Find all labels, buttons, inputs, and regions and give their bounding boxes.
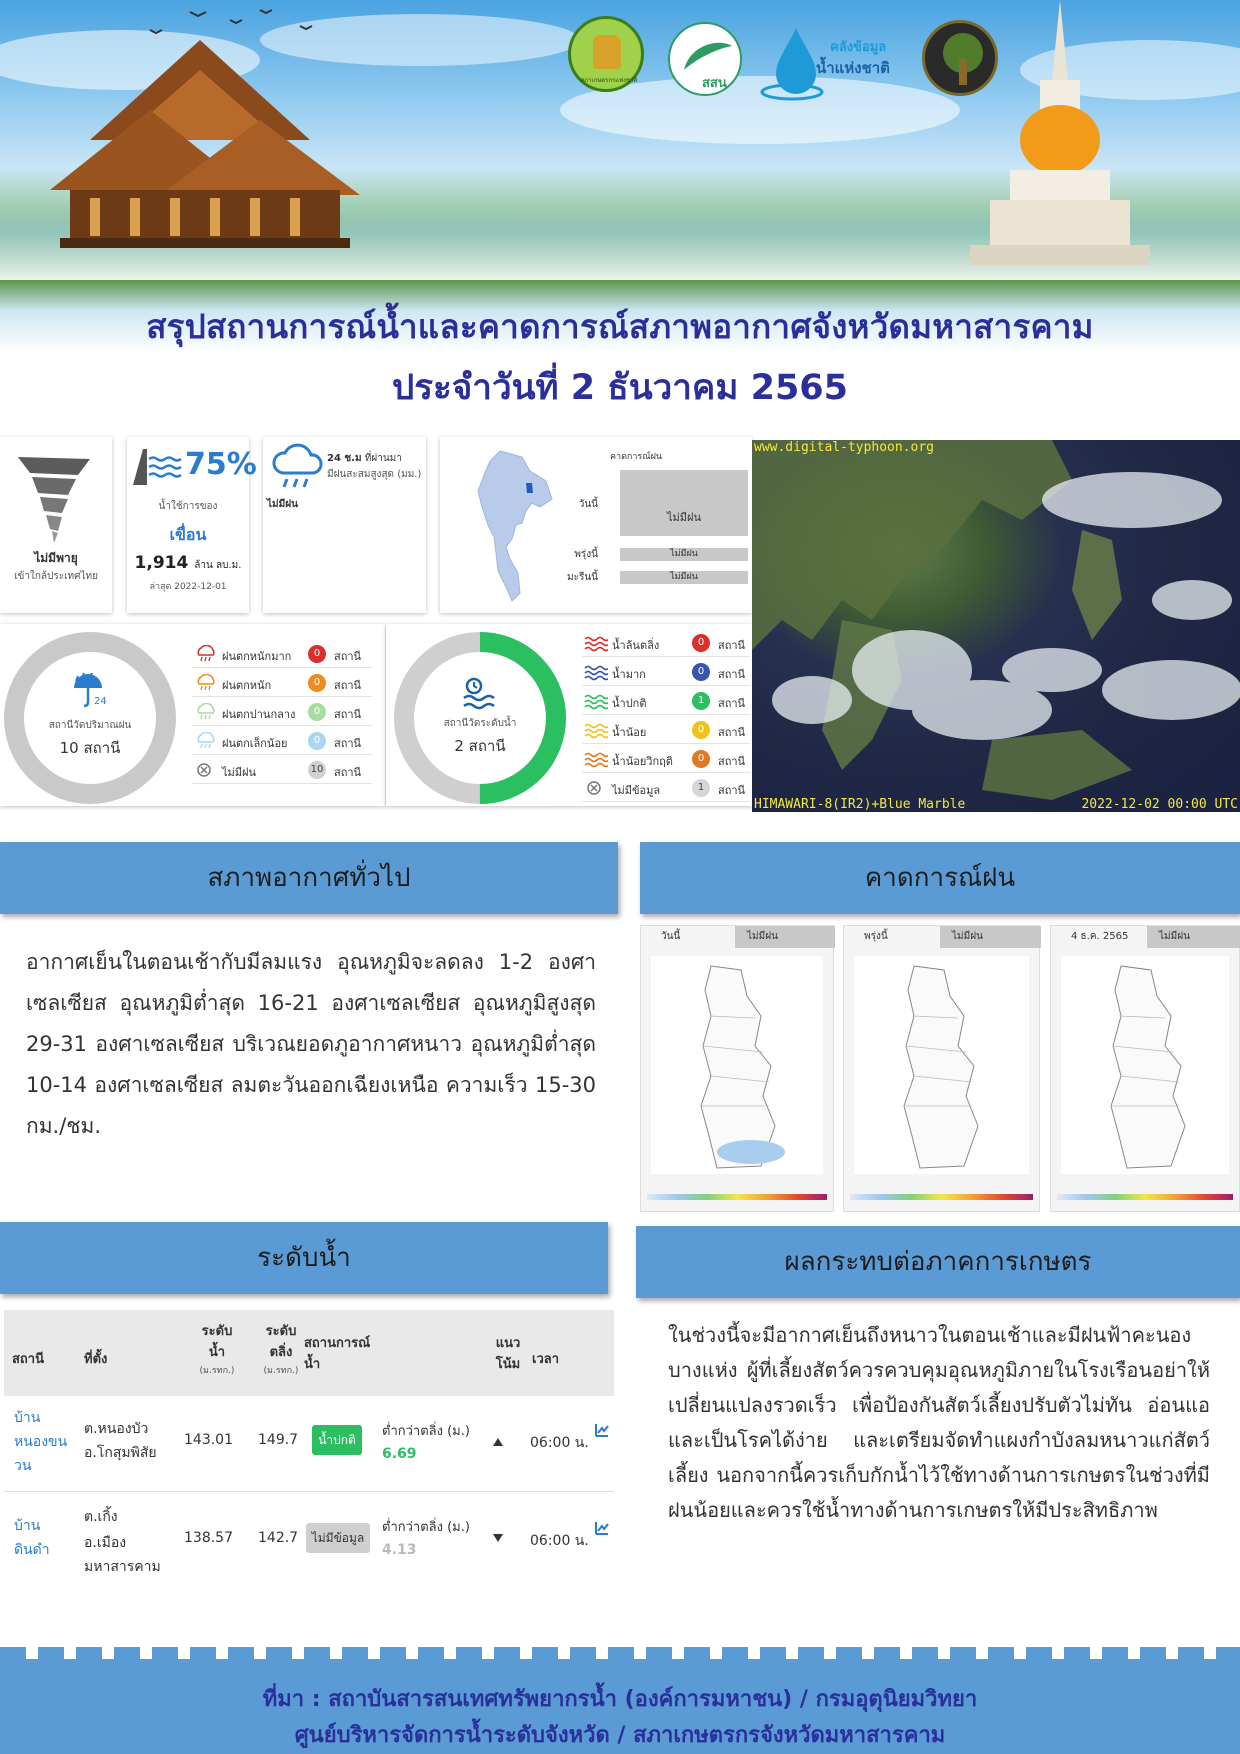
rain-legend: [192, 640, 372, 790]
diff-value: 4.13: [382, 1542, 417, 1558]
th-station: สถานี: [12, 1352, 44, 1367]
province-map-outline: [651, 956, 825, 1174]
water-legend-label: น้ำล้นตลิ่ง: [612, 639, 660, 652]
umbrella-24-icon: [70, 670, 110, 710]
th-bank-unit: (ม.รทก.): [263, 1366, 299, 1376]
water-legend-row: [582, 716, 750, 744]
rain-legend-row: [192, 727, 372, 755]
water-legend-label: น้ำมาก: [612, 668, 646, 681]
water-legend-label: ไม่มีข้อมูล: [612, 784, 661, 797]
page-date: ประจำวันที่ 2 ธันวาคม 2565: [391, 368, 849, 408]
nwdc-line2: น้ำแห่งชาติ: [816, 59, 890, 77]
forecast-day-tomorrow: พรุ่งนี้: [574, 549, 598, 560]
dept-seal-text: สภาเกษตรกรแห่งชาติ: [580, 77, 638, 84]
rain24-title: [327, 451, 402, 466]
wave-icon: [584, 663, 608, 681]
th-level-label: ระดับ น้ำ: [201, 1324, 233, 1360]
water-level-section-header: ระดับน้ำ: [0, 1222, 608, 1294]
rain-legend-count: 0: [308, 645, 326, 663]
level-value: 138.57: [184, 1530, 233, 1546]
rain24-status: ไม่มีฝน: [267, 499, 298, 510]
rf-day3-day: 4 ธ.ค. 2565: [1071, 931, 1129, 942]
rain-legend-label: ไม่มีฝน: [222, 766, 256, 779]
diff-label: ต่ำกว่าตลิ่ง (ม.): [382, 1424, 470, 1439]
rain-legend-count: 0: [308, 703, 326, 721]
water-legend-count: 0: [692, 721, 710, 739]
satellite-land-clouds: [752, 440, 1240, 812]
th-bank: [258, 1320, 304, 1377]
rain-legend-label: ฝนตกหนัก: [222, 679, 272, 692]
level-value: 143.01: [184, 1432, 233, 1448]
satellite-url: www.digital-typhoon.org: [754, 440, 935, 455]
rain24-line2: มีฝนสะสมสูงสุด (มม.): [327, 469, 422, 480]
no-rain-icon: [194, 761, 218, 779]
water-legend-count: 0: [692, 663, 710, 681]
status-badge: น้ำปกติ: [312, 1425, 362, 1455]
rain-legend-label: ฝนตกเล็กน้อย: [222, 737, 288, 750]
th-status: สถานการณ์ น้ำ: [304, 1336, 371, 1372]
agriculture-section-header: ผลกระทบต่อภาคการเกษตร: [636, 1226, 1240, 1298]
diff-value: 6.69: [382, 1446, 417, 1462]
water-legend-row: [582, 687, 750, 715]
weather-section-header: สภาพอากาศทั่วไป: [0, 842, 618, 914]
rain-legend-count: 0: [308, 674, 326, 692]
rf-today-value: ไม่มีฝน: [735, 926, 835, 948]
time-value: 06:00 น.: [530, 1435, 589, 1451]
water-legend-row: [582, 629, 750, 657]
tree-icon: [925, 23, 1001, 99]
rain-legend-unit: สถานี: [334, 737, 362, 750]
water-legend-row: [582, 658, 750, 686]
forecast-today-value: ไม่มีฝน: [667, 511, 701, 524]
storm-status: ไม่มีพายุ: [34, 551, 78, 565]
th-bank-label: ระดับ ตลิ่ง: [265, 1324, 297, 1360]
water-legend-row: [582, 745, 750, 773]
rf-today-scale: [647, 1194, 827, 1200]
province-map-outline: [1061, 956, 1231, 1174]
rain-forecast-panel-day3: [1050, 925, 1240, 1212]
footer-source-line1: ที่มา : สถาบันสารสนเทศทรัพยากรน้ำ (องค์การมหาชน) / กรมอุตุนิยมวิทยา: [262, 1687, 978, 1712]
dam-usage-label: น้ำใช้การของ: [158, 501, 218, 512]
water-level-icon: [462, 676, 502, 710]
thailand-map: [460, 447, 560, 607]
table-row: [4, 1396, 614, 1492]
water-station-count: 2 สถานี: [454, 737, 506, 755]
chart-link-icon[interactable]: [594, 1520, 610, 1536]
water-legend-unit: สถานี: [718, 668, 746, 681]
hii-text: สสน: [702, 76, 727, 91]
forecast-today-box: [620, 470, 748, 536]
rf-tomorrow-day: พรุ่งนี้: [864, 931, 888, 942]
rain-icon: [194, 674, 218, 692]
dept-seal-logo: [568, 16, 644, 92]
dam-card: [127, 437, 257, 613]
wave-icon: [584, 779, 608, 797]
water-legend-label: น้ำปกติ: [612, 697, 647, 710]
time-value: 06:00 น.: [530, 1533, 589, 1549]
rain-station-card: [0, 624, 385, 806]
water-legend: [582, 629, 750, 804]
diff-label: ต่ำกว่าตลิ่ง (ม.): [382, 1520, 470, 1535]
rain-legend-unit: สถานี: [334, 650, 362, 663]
heavy-rain-icon: [194, 645, 218, 663]
water-legend-unit: สถานี: [718, 697, 746, 710]
water-legend-unit: สถานี: [718, 755, 746, 768]
dam-icon: [133, 449, 183, 485]
rain-legend-count: 0: [308, 732, 326, 750]
forecast-card: [440, 437, 752, 613]
water-station-card: [386, 624, 752, 806]
storm-card: [0, 437, 112, 613]
rain-legend-row: [192, 669, 372, 697]
th-time: เวลา: [532, 1352, 560, 1367]
water-legend-row: [582, 774, 750, 802]
rf-today-map: [651, 956, 823, 1174]
rain-forecast-panel-tomorrow: [843, 925, 1040, 1212]
water-level-table: [4, 1310, 614, 1590]
water-legend-count: 0: [692, 750, 710, 768]
rain-legend-unit: สถานี: [334, 708, 362, 721]
rf-day3-value: ไม่มีฝน: [1147, 926, 1240, 948]
rain-legend-unit: สถานี: [334, 766, 362, 779]
rf-day3-scale: [1057, 1194, 1233, 1200]
agriculture-text: ในช่วงนี้จะมีอากาศเย็นถึงหนาวในตอนเช้าและมีฝนฟ้าคะนองบางแห่ง ผู้ที่เลี้ยงสัตว์ควรควบคุมอุณหภูมิภายในโรงเรือนอย่าให้เปลี่ยนแปลงรวดเร็ว เพื่อป้องกันสัตว์เลี้ยงปรับตัวไม่ทัน อ่อนแอ และเป็นโรคได้ง่าย และเตรียมจัดทำแผงกำบังลมหนาวแก่สัตว์เลี้ยง นอกจากนี้ควรเก็บกักน้ำไว้ใช้ทางด้านการเกษตรในช่วงที่มีฝนน้อยและควรใช้น้ำทางด้านการเกษตรให้มีประสิทธิภาพ: [668, 1323, 1210, 1522]
bank-value: 142.7: [258, 1530, 299, 1546]
rain-forecast-panel-today: [640, 925, 834, 1212]
location-line-3: มหาสารคาม: [84, 1559, 161, 1575]
rain-forecast-section-header: คาดการณ์ฝน: [640, 842, 1240, 914]
weather-text: อากาศเย็นในตอนเช้ากับมีลมแรง อุณหภูมิจะลดลง 1-2 องศาเซลเซียส อุณหภูมิต่ำสุด 16-21 องศาเซลเซียส อุณหภูมิสูงสุด 29-31 องศาเซลเซียส บริเวณยอดภูอากาศหนาว อุณหภูมิต่ำสุด 10-14 องศาเซลเซียส ลมตะวันออกเฉียงเหนือ ความเร็ว 15-30 กม./ชม.: [26, 950, 596, 1138]
satellite-image: [752, 440, 1240, 812]
up-arrow-icon: [492, 1436, 504, 1448]
rf-tomorrow-map: [854, 956, 1029, 1174]
rain-legend-unit: สถานี: [334, 679, 362, 692]
water-legend-unit: สถานี: [718, 726, 746, 739]
location-line-1: ต.หนองบัว: [84, 1421, 149, 1437]
th-level-unit: (ม.รทก.): [199, 1366, 235, 1376]
rf-today-day: วันนี้: [661, 931, 681, 942]
hii-logo: [668, 22, 742, 96]
dam-updated: ล่าสุด 2022-12-01: [149, 582, 227, 592]
wave-icon: [584, 634, 608, 652]
th-level: [194, 1320, 240, 1377]
th-location: ที่ตั้ง: [84, 1352, 108, 1367]
thai-temple-illustration: [30, 20, 370, 270]
rain-legend-label: ฝนตกหนักมาก: [222, 650, 292, 663]
farmers-council-logo: [922, 20, 998, 96]
forecast-tomorrow-box: ไม่มีฝน: [620, 548, 748, 561]
rf-day3-map: [1061, 956, 1229, 1174]
province-map-outline: [854, 956, 1031, 1174]
water-legend-label: น้ำน้อย: [612, 726, 647, 739]
water-legend-count: 1: [692, 779, 710, 797]
rain-legend-row: [192, 640, 372, 668]
footer: [0, 1647, 1240, 1754]
wave-icon: [584, 750, 608, 768]
storm-sub: เข้าใกล้ประเทศไทย: [14, 571, 98, 582]
rf-tomorrow-scale: [850, 1194, 1033, 1200]
table-row: [4, 1494, 614, 1590]
chart-link-icon[interactable]: [594, 1422, 610, 1438]
water-legend-count: 0: [692, 634, 710, 652]
dam-volume-unit: ล้าน ลบ.ม.: [194, 560, 242, 571]
moderate-rain-icon: [194, 703, 218, 721]
station-link-2[interactable]: บ้านดินดำ: [14, 1518, 50, 1558]
station-link-1[interactable]: บ้านหนองขนวน: [14, 1410, 68, 1474]
bank-value: 149.7: [258, 1432, 299, 1448]
location-line-1: ต.เกิ้ง: [84, 1509, 118, 1525]
wave-icon: [584, 721, 608, 739]
rain-station-count: 10 สถานี: [59, 739, 121, 757]
dam-volume: [127, 553, 249, 573]
location-line-2: อ.เมือง: [84, 1535, 127, 1551]
svg-text:24: 24: [94, 696, 107, 707]
forecast-day-today: วันนี้: [578, 499, 598, 510]
rain24-card: [263, 437, 426, 613]
rain-cloud-icon: [271, 443, 323, 493]
dam-percent: 75%: [185, 447, 257, 482]
water-legend-unit: สถานี: [718, 784, 746, 797]
dam-volume-value: 1,914: [134, 553, 189, 573]
rain24-hours: 24 ช.ม: [327, 453, 362, 464]
forecast-dayafter-box: ไม่มีฝน: [620, 571, 748, 584]
tornado-icon: [14, 451, 94, 545]
rf-tomorrow-value: ไม่มีฝน: [940, 926, 1041, 948]
footer-dash-border: [0, 1647, 1240, 1659]
th-trend: แนว โน้ม: [495, 1336, 521, 1372]
water-legend-unit: สถานี: [718, 639, 746, 652]
satellite-timestamp: 2022-12-02 00:00 UTC: [1081, 797, 1238, 812]
status-badge: ไม่มีข้อมูล: [306, 1523, 370, 1553]
forecast-day-after: มะรืนนี้: [566, 572, 598, 583]
table-header: [4, 1310, 614, 1396]
rain24-past: ที่ผ่านมา: [364, 453, 402, 464]
footer-source-line2: ศูนย์บริหารจัดการน้ำระดับจังหวัด / สภาเกษตรกรจังหวัดมหาสารคาม: [294, 1723, 946, 1748]
rain-station-label: สถานีวัดปริมาณฝน: [48, 720, 132, 731]
down-arrow-icon: [492, 1532, 504, 1544]
water-legend-count: 1: [692, 692, 710, 710]
dam-type-word: เขื่อน: [169, 525, 207, 544]
light-rain-icon: [194, 732, 218, 750]
rain-legend-label: ฝนตกปานกลาง: [222, 708, 296, 721]
wave-icon: [584, 692, 608, 710]
nwdc-logo: [760, 20, 910, 102]
rain-legend-count: 10: [308, 761, 326, 779]
satellite-caption: HIMAWARI-8(IR2)+Blue Marble: [754, 797, 966, 812]
rain-legend-row: [192, 698, 372, 726]
forecast-heading: คาดการณ์ฝน: [610, 452, 663, 462]
page-title: สรุปสถานการณ์น้ำและคาดการณ์สภาพอากาศจังหวัดมหาสารคาม: [146, 307, 1094, 346]
water-station-label: สถานีวัดระดับน้ำ: [443, 718, 517, 729]
nwdc-line1: คลังข้อมูล: [830, 40, 887, 55]
logo-strip: [560, 16, 1000, 106]
rain-legend-row: [192, 756, 372, 784]
location-line-2: อ.โกสุมพิสัย: [84, 1445, 157, 1461]
water-legend-label: น้ำน้อยวิกฤติ: [612, 755, 673, 768]
header-banner: [0, 0, 1240, 420]
